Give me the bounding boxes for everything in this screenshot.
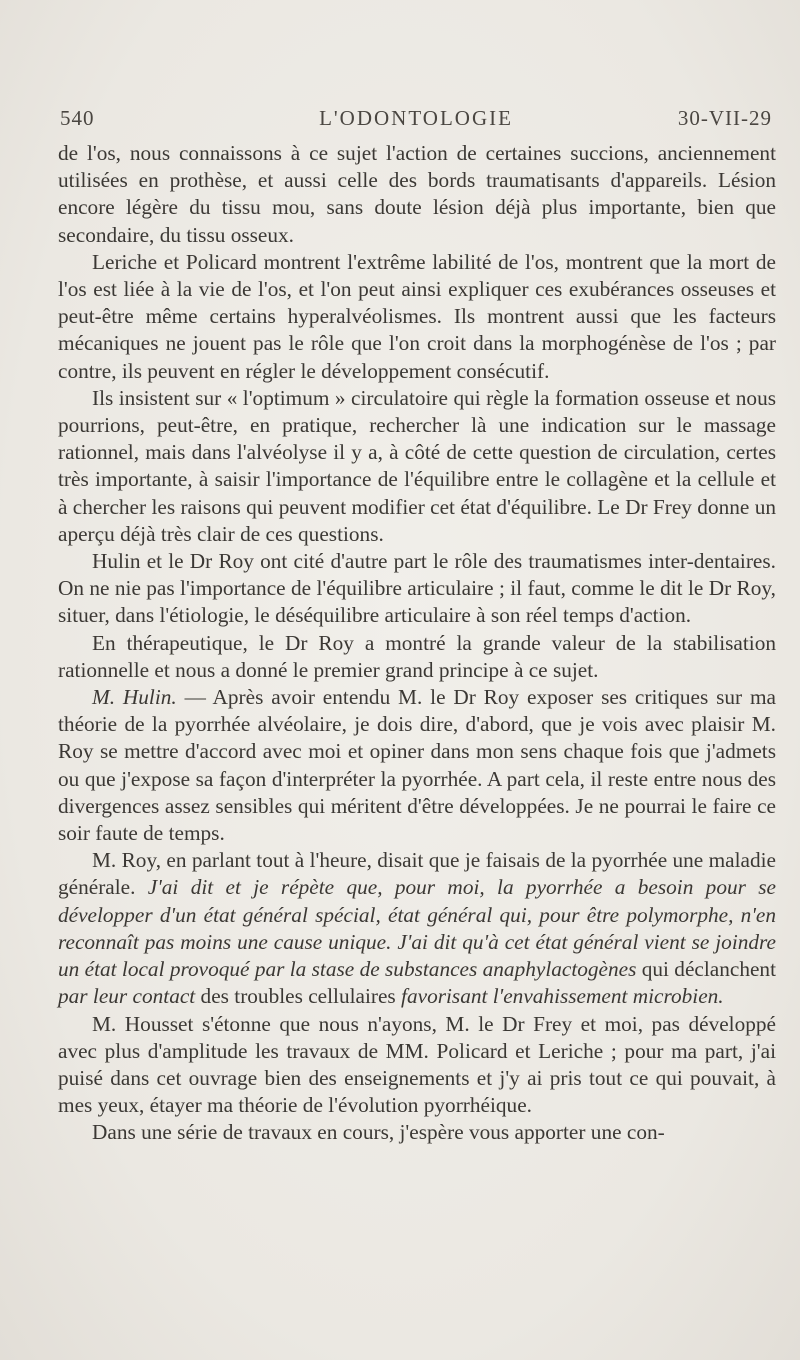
- paragraph: [58, 1119, 776, 1146]
- paragraph-text: de l'os, nous connaissons à ce sujet l'action de certaines succions, anciennement utilisées en prothèse, et aussi celle des bords traumatisants d'appareils. Lésion encore légère du tissu mou, sans doute lésion déjà plus importante, bien que secondaire, du tissu osseux.: [58, 141, 776, 247]
- paragraph-text: En thérapeutique, le Dr Roy a montré la grande valeur de la stabilisation rationnelle et nous a donné le premier grand principe à ce sujet.: [58, 630, 776, 682]
- paragraph: [58, 385, 776, 548]
- italic-text: J'ai dit et je répète que, pour moi, la pyorrhée a besoin pour se développer d'un état général spécial, état général qui, pour être polymorphe, n'en reconnaît pas moins une cause unique. J'ai dit qu'à cet état général vient se joindre un état local provoqué par la stase de substances anaphylactogènes: [58, 875, 776, 982]
- paragraph-text: — Après avoir entendu M. le Dr Roy exposer ses critiques sur ma théorie de la pyorrhée alvéolaire, je dois dire, d'abord, que je vois avec plaisir M. Roy se mettre d'accord avec moi et opiner dans mon sens chaque fois que j'admets ou que j'expose sa façon d'interpréter la pyorrhée. A part cela, il reste entre nous des divergences assez sensibles qui méritent d'être développées. Je ne pourrai le faire ce soir faute de temps.: [58, 685, 776, 846]
- issue-date: 30-VII-29: [677, 106, 772, 130]
- paragraph-text: qui déclanchent: [636, 957, 776, 982]
- paragraph: [58, 249, 776, 385]
- paragraph-text: Leriche et Policard montrent l'extrême labilité de l'os, montrent que la mort de l'os est liée à la vie de l'os, et l'on peut ainsi expliquer ces exubérances osseuses et peut-être même certains hyperalvéolismes. Ils montrent aussi que les facteurs mécaniques ne jouent pas le rôle que l'on croit dans la morphogénèse de l'os ; par contre, ils peuvent en régler le développement consécutif.: [58, 249, 776, 383]
- italic-text: favorisant l'envahissement microbien.: [401, 984, 724, 1009]
- paragraph: [58, 684, 776, 847]
- paragraph-text: M. Housset s'étonne que nous n'ayons, M. le Dr Frey et moi, pas développé avec plus d'amplitude les travaux de MM. Policard et Leriche ; pour ma part, j'ai puisé dans cet ouvrage bien des enseignements et j'y ai pris tout ce qui pouvait, à mes yeux, étayer ma théorie de l'évolution pyorrhéique.: [58, 1011, 776, 1118]
- paragraph-text: Ils insistent sur « l'optimum » circulatoire qui règle la formation osseuse et nous pourrions, peut-être, en pratique, rechercher là une indication sur le massage rationnel, mais dans l'alvéolyse il y a, à côté de cette question de circulation, certes très importante, à saisir l'importance de l'équilibre entre le collagène et la cellule et à chercher les raisons qui peuvent modifier cet état d'équilibre. Le Dr Frey donne un aperçu déjà très clair de ces questions.: [58, 385, 776, 546]
- page-number: 540: [60, 106, 95, 130]
- italic-text: par leur contact: [58, 984, 196, 1009]
- paragraph: [58, 847, 776, 1010]
- paragraph: [58, 548, 776, 630]
- italic-text: M. Hulin.: [92, 685, 177, 710]
- running-title: L'ODONTOLOGIE: [319, 106, 513, 130]
- paragraph-text: des troubles cellulaires: [195, 984, 402, 1009]
- page-header: [60, 106, 772, 140]
- paragraph: [58, 630, 776, 684]
- paragraph: [58, 140, 776, 249]
- paragraph-text: Dans une série de travaux en cours, j'espère vous apporter une con-: [92, 1120, 665, 1145]
- paragraph: [58, 1011, 776, 1120]
- paragraph-text: M. Roy, en parlant tout à l'heure, disait que je faisais de la pyorrhée une maladie générale.: [58, 848, 776, 900]
- body-text: [58, 140, 776, 1147]
- paragraph-text: Hulin et le Dr Roy ont cité d'autre part le rôle des traumatismes inter-dentaires. On ne nie pas l'importance de l'équilibre articulaire ; il faut, comme le dit le Dr Roy, situer, dans l'étiologie, le déséquilibre articulaire à son réel temps d'action.: [58, 549, 776, 628]
